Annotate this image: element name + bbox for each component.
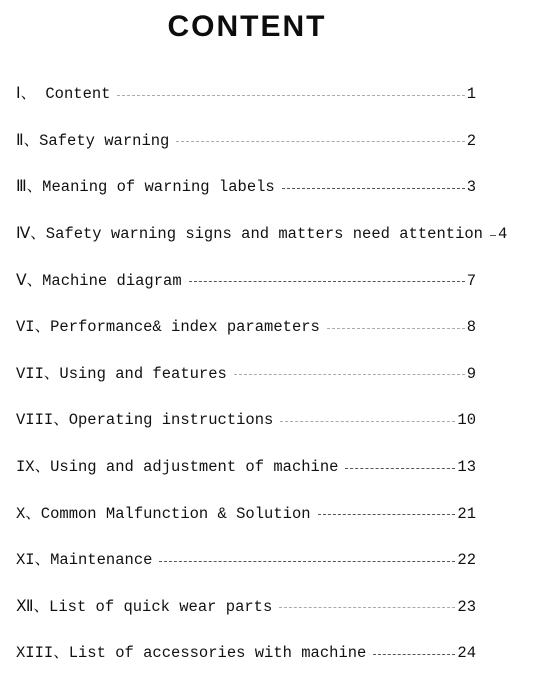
toc-entry-page: 2 — [466, 131, 476, 150]
toc-entry-page: 24 — [457, 644, 476, 663]
toc-entry — [16, 444, 476, 491]
toc-entry — [16, 257, 476, 304]
dot-leader — [318, 514, 456, 515]
toc-entry — [16, 584, 476, 631]
toc-entry — [16, 630, 476, 677]
toc-entry-label: XI、Maintenance — [16, 551, 153, 570]
toc-entry-label: VIII、Operating instructions — [16, 411, 274, 430]
toc-entry-page: 21 — [457, 504, 476, 523]
toc-entry-label: X、Common Malfunction & Solution — [16, 504, 311, 523]
toc-entry-label: Ⅱ、Safety warning — [16, 131, 170, 150]
toc-entry-page: 8 — [466, 318, 476, 337]
dot-leader — [373, 654, 455, 655]
dot-leader — [490, 235, 496, 236]
toc-entry-label: XIII、List of accessories with machine — [16, 644, 367, 663]
toc-entry-label: Ⅳ、Safety warning signs and matters need attention — [16, 225, 483, 244]
toc-entry — [16, 351, 476, 398]
toc-entry — [16, 490, 476, 537]
toc-entry-page: 1 — [466, 85, 476, 104]
dot-leader — [176, 141, 464, 142]
toc-entry-page: 9 — [466, 364, 476, 383]
toc-entry-label: Ⅴ、Machine diagram — [16, 271, 182, 290]
toc-entry — [16, 537, 476, 584]
dot-leader — [189, 281, 465, 282]
toc-entry-label: Ⅲ、Meaning of warning labels — [16, 178, 275, 197]
dot-leader — [279, 607, 455, 608]
dot-leader — [345, 468, 455, 469]
toc-entry-page: 4 — [497, 225, 508, 244]
dot-leader — [280, 421, 455, 422]
dot-leader — [327, 328, 465, 329]
toc-entry-page: 10 — [457, 411, 476, 430]
page-title: CONTENT — [167, 10, 327, 43]
toc-entry-page: 13 — [457, 458, 476, 477]
toc-entry — [16, 71, 476, 118]
toc-entry-label: VI、Performance& index parameters — [16, 318, 320, 337]
toc-entry — [16, 304, 476, 351]
toc-entry — [16, 397, 476, 444]
toc-entry-page: 3 — [466, 178, 476, 197]
dot-leader — [117, 95, 464, 96]
toc-entry-page: 23 — [457, 597, 476, 616]
toc-entry-page: 7 — [466, 271, 476, 290]
toc-entry-page: 22 — [457, 551, 476, 570]
toc-entry — [16, 164, 476, 211]
toc-entry-label: IX、Using and adjustment of machine — [16, 458, 339, 477]
dot-leader — [234, 374, 465, 375]
toc-entry — [16, 118, 476, 165]
dot-leader — [282, 188, 465, 189]
dot-leader — [159, 561, 455, 562]
toc-entry — [16, 211, 508, 258]
toc-entry-label: Ⅻ、List of quick wear parts — [16, 597, 273, 616]
toc-entry-label: VII、Using and features — [16, 364, 227, 383]
table-of-contents — [16, 71, 508, 677]
toc-entry-label: Ⅰ、 Content — [16, 85, 111, 104]
